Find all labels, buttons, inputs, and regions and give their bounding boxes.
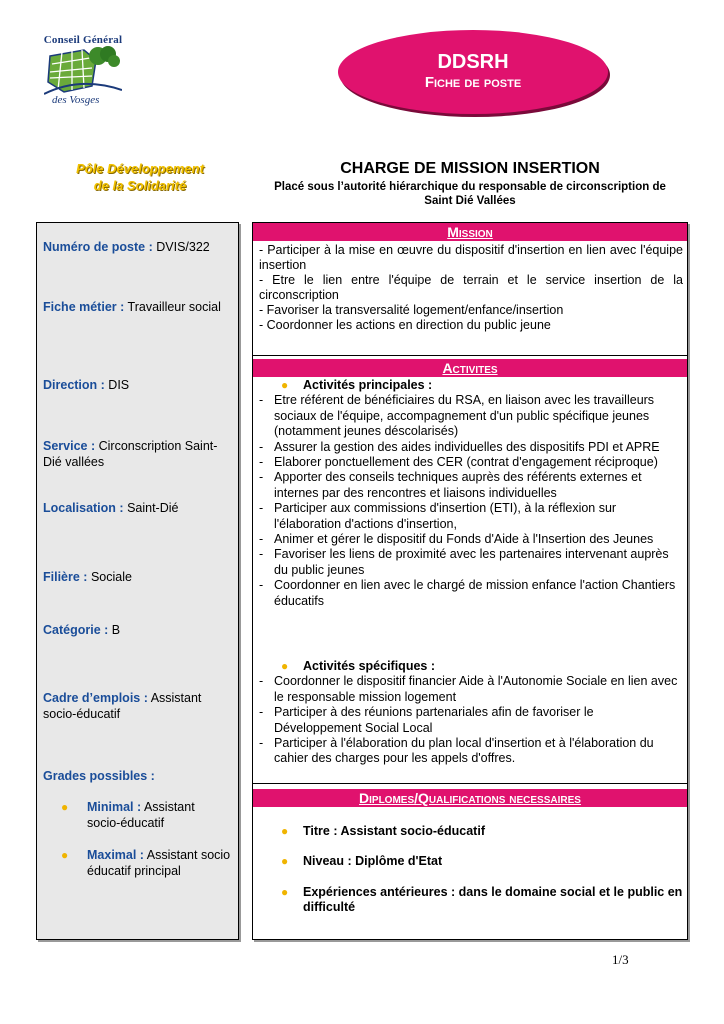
logo <box>38 28 128 108</box>
bullet-icon: ● <box>281 884 289 899</box>
grade-label: Maximal : <box>87 848 144 862</box>
grades-heading <box>43 768 233 784</box>
badge-subtitle: Fiche de poste <box>424 74 522 91</box>
field-value: Travailleur social <box>127 300 221 314</box>
pole-line-1: Pôle Développement <box>76 161 204 176</box>
activity-item: - Etre référent de bénéficiaires du RSA, en liaison avec les travailleurs sociaux de l'équipe, accompagnement d'un public spécifique jeunes (notamment jeunes déscolarisés) <box>259 393 655 439</box>
sub-heading: Activités spécifiques : <box>303 659 435 673</box>
mission-line: - Coordonner les actions en direction du public jeune <box>259 318 551 332</box>
header-badge <box>338 30 608 114</box>
field-label: Numéro de poste : <box>43 240 153 254</box>
section-divider <box>253 355 687 356</box>
activity-text: Animer et gérer le dispositif du Fonds d'Aide à l'Insertion des Jeunes <box>274 532 654 547</box>
bullet-icon: ● <box>281 854 289 869</box>
activity-text: Participer à l'élaboration du plan local d'insertion et à l'élaboration du cahier des charges pour les appels d'offres. <box>274 736 654 766</box>
activity-text: Coordonner en lien avec le chargé de mission enfance l'action Chantiers éducatifs <box>274 578 676 608</box>
diplome-item <box>259 885 683 916</box>
job-subtitle: Placé sous l’autorité hiérarchique du responsable de circonscription de Saint Dié Vallées <box>274 181 666 207</box>
grade-value: Assistant socio-éducatif <box>87 800 195 830</box>
activity-item: - Elaborer ponctuellement des CER (contrat d'engagement réciproque) <box>259 455 658 470</box>
activity-text: Participer aux commissions d'insertion (ETI), à la réflexion sur l'élaboration d'actions d'insertion, <box>274 501 617 531</box>
activity-item: - Participer à l'élaboration du plan local d'insertion et à l'élaboration du cahier des charges pour les appels d'offres. <box>259 736 654 766</box>
field-direction <box>43 377 233 393</box>
field-value: Sociale <box>90 570 132 584</box>
mission-line: - Participer à la mise en œuvre du dispositif d'insertion en lien avec l'équipe insertion <box>259 243 683 272</box>
activity-text: Apporter des conseils techniques auprès des référents externes et internes par des rencontres et liaisons individuelles <box>274 470 642 500</box>
logo-subtitle: des Vosges <box>52 94 100 106</box>
activity-text: Participer à des réunions partenariales afin de favoriser le Développement Social Local <box>274 705 594 735</box>
grade-item <box>61 799 231 831</box>
field-cadre <box>43 690 233 722</box>
field-label: Filière : <box>43 570 88 584</box>
field-value: DIS <box>108 378 130 392</box>
field-label: Cadre d’emplois : <box>43 691 148 705</box>
activites-principales <box>259 378 683 609</box>
activity-text: Coordonner le dispositif financier Aide à l'Autonomie Sociale en lien avec le responsable mission logement <box>274 674 678 704</box>
activity-item: - Coordonner en lien avec le chargé de mission enfance l'action Chantiers éducatifs <box>259 578 676 608</box>
field-value: Saint-Dié <box>127 501 179 515</box>
activity-text: Favoriser les liens de proximité avec les partenaires intervenant auprès du public jeunes <box>274 547 669 577</box>
activity-item: - Animer et gérer le dispositif du Fonds d'Aide à l'Insertion des Jeunes <box>259 532 654 547</box>
activity-item: - Assurer la gestion des aides individuelles des dispositifs PDI et APRE <box>259 439 660 454</box>
grades-list <box>61 799 231 895</box>
activites-heading: Activites <box>253 359 687 377</box>
field-metier <box>43 299 233 315</box>
field-value: B <box>111 623 121 637</box>
field-label: Direction : <box>43 378 105 392</box>
mission-line: - Favoriser la transversalité logement/enfance/insertion <box>259 303 564 317</box>
field-value: Assistant socio-éducatif <box>43 691 202 721</box>
diplomes-list <box>259 824 683 916</box>
diplome-item <box>259 824 683 839</box>
activites-specifiques <box>259 659 683 767</box>
field-categorie <box>43 622 233 638</box>
field-label: Localisation : <box>43 501 124 515</box>
field-label: Service : <box>43 439 96 453</box>
diplome-text: Titre : Assistant socio-éducatif <box>303 824 485 838</box>
grade-label: Minimal : <box>87 800 142 814</box>
activites-principales-label <box>259 378 683 393</box>
activity-item: - Participer à des réunions partenariales afin de favoriser le Développement Social Local <box>259 705 594 735</box>
activity-text: Assurer la gestion des aides individuelles des dispositifs PDI et APRE <box>274 439 660 454</box>
activity-item: - Favoriser les liens de proximité avec les partenaires intervenant auprès du public jeunes <box>259 547 669 577</box>
page-number: 1/3 <box>612 952 629 967</box>
left-panel <box>36 222 239 940</box>
mission-line: - Etre le lien entre l'équipe de terrain et le service insertion de la circonscription <box>259 273 683 302</box>
field-filiere <box>43 569 233 585</box>
field-numero <box>43 239 233 255</box>
pole-title <box>40 160 240 194</box>
activity-item: - Participer aux commissions d'insertion (ETI), à la réflexion sur l'élaboration d'actions d'insertion, <box>259 501 617 531</box>
sub-heading: Activités principales : <box>303 378 433 392</box>
pole-line-2: de la Solidarité <box>93 178 187 193</box>
activites-specifiques-label <box>259 659 683 674</box>
grade-value: Assistant socio éducatif principal <box>87 848 231 878</box>
diplome-item <box>259 854 683 869</box>
field-service <box>43 438 233 470</box>
bullet-icon: ● <box>61 848 69 862</box>
diplomes-heading: Diplomes/Qualifications necessaires <box>253 789 687 807</box>
logo-emblem-icon <box>44 46 122 96</box>
grade-item <box>61 847 231 879</box>
section-divider <box>253 783 687 784</box>
mission-heading: Mission <box>253 223 687 241</box>
logo-title: Conseil Général <box>43 34 123 46</box>
job-title: CHARGE DE MISSION INSERTION <box>340 160 600 177</box>
right-panel <box>252 222 688 940</box>
bullet-icon: ● <box>281 659 289 673</box>
field-localisation <box>43 500 233 516</box>
diplome-text: Niveau : Diplôme d'Etat <box>303 854 443 869</box>
activity-text: Etre référent de bénéficiaires du RSA, en liaison avec les travailleurs sociaux de l'équipe, accompagnement d'un public spécifique jeunes (notamment jeunes déscolarisés) <box>274 393 655 439</box>
badge-title: DDSRH <box>437 51 509 73</box>
field-value: DVIS/322 <box>156 240 210 254</box>
bullet-icon: ● <box>281 824 289 838</box>
field-label: Grades possibles : <box>43 769 155 783</box>
activity-item: - Apporter des conseils techniques auprès des référents externes et internes par des rencontres et liaisons individuelles <box>259 470 642 500</box>
field-label: Fiche métier : <box>43 300 125 314</box>
mission-text <box>259 243 683 333</box>
bullet-icon: ● <box>61 800 69 814</box>
activity-text: Elaborer ponctuellement des CER (contrat d'engagement réciproque) <box>274 455 658 470</box>
field-value: Circonscription Saint-Dié vallées <box>43 439 218 469</box>
bullet-icon: ● <box>281 378 289 392</box>
diplome-text: Expériences antérieures : dans le domaine social et le public en difficulté <box>303 884 683 915</box>
field-label: Catégorie : <box>43 623 109 637</box>
activity-item: - Coordonner le dispositif financier Aide à l'Autonomie Sociale en lien avec le responsable mission logement <box>259 674 678 704</box>
